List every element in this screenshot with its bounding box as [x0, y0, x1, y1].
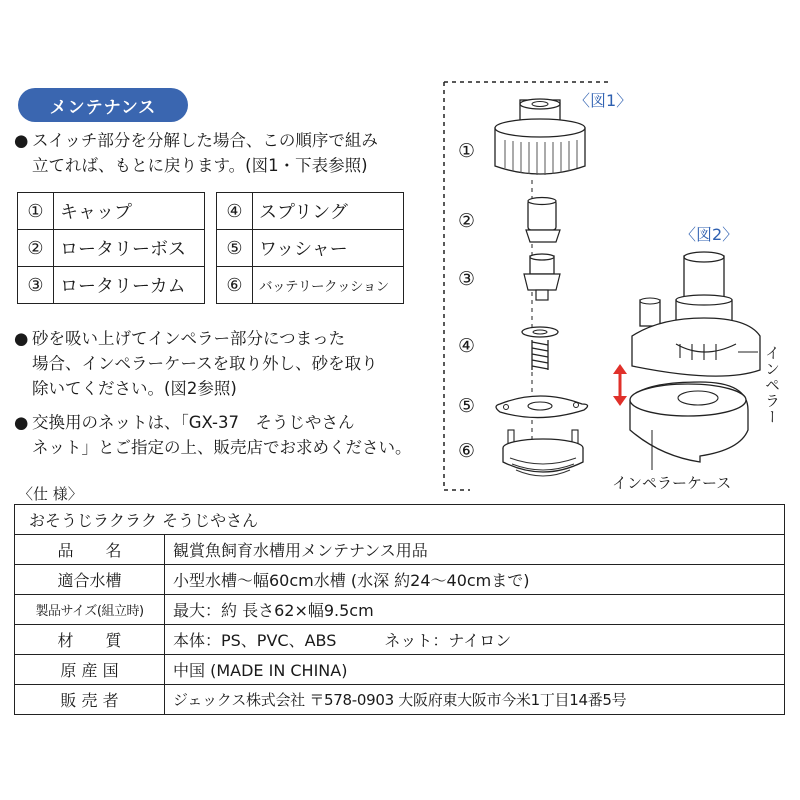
product-name: おそうじラクラク そうじやさん — [15, 505, 785, 535]
part-name: ロータリーカム — [54, 267, 205, 304]
spec-value: 本体：PS、PVC、ABS ネット：ナイロン — [165, 625, 785, 655]
spec-value: 中国 (MADE IN CHINA) — [165, 655, 785, 685]
impeller-label: インペラー — [763, 345, 781, 425]
table-row — [15, 625, 785, 655]
spec-label: 製品サイズ(組立時) — [15, 595, 165, 625]
spec-value: ジェックス株式会社 〒578-0903 大阪府東大阪市今米1丁目14番5号 — [165, 685, 785, 715]
table-row — [15, 655, 785, 685]
spec-value: 最大：約 長さ62×幅9.5cm — [165, 595, 785, 625]
impeller-icon — [632, 252, 760, 376]
part-number: ① — [18, 193, 54, 230]
impeller-case-label: インペラーケース — [612, 474, 732, 492]
para3-line1: 交換用のネットは、「GX-37 そうじやさん — [32, 413, 355, 432]
spec-title: 〈仕 様〉 — [18, 485, 83, 503]
table-row — [15, 505, 785, 535]
spec-value: 観賞魚飼育水槽用メンテナンス用品 — [165, 535, 785, 565]
part-number: ② — [18, 230, 54, 267]
part-name: ワッシャー — [253, 230, 404, 267]
part-name: ロータリーボス — [54, 230, 205, 267]
part-number: ③ — [18, 267, 54, 304]
figure2-label: 〈図2〉 — [680, 225, 739, 244]
fig1-number: ③ — [458, 268, 476, 290]
fig1-number: ⑥ — [458, 440, 476, 462]
table-row — [15, 685, 785, 715]
spec-label: 適合水槽 — [15, 565, 165, 595]
bullet-icon: ● — [14, 131, 29, 150]
table-row — [15, 535, 785, 565]
figure1-label: 〈図1〉 — [574, 91, 633, 110]
fig1-number: ① — [458, 140, 476, 162]
spec-label: 材 質 — [15, 625, 165, 655]
para2-line2: 場合、インペラーケースを取り外し、砂を取り — [32, 354, 378, 373]
impeller-case-icon — [630, 382, 748, 462]
part-name: バッテリークッション — [253, 267, 404, 304]
para1-line1: スイッチ部分を分解した場合、この順序で組み — [32, 131, 378, 150]
battery-cushion-icon — [503, 430, 583, 476]
spec-value: 小型水槽～幅60cm水槽 (水深 約24～40cmまで) — [165, 565, 785, 595]
fig1-number: ⑤ — [458, 395, 476, 417]
para2-line1: 砂を吸い上げてインペラー部分につまった — [32, 329, 346, 348]
cap-icon — [495, 99, 585, 175]
part-number: ⑤ — [217, 230, 253, 267]
part-name: キャップ — [54, 193, 205, 230]
para1-line2: 立てれば、もとに戻ります。(図1・下表参照) — [32, 156, 368, 175]
part-number: ⑥ — [217, 267, 253, 304]
double-arrow-icon — [613, 364, 627, 406]
table-row — [15, 565, 785, 595]
part-number: ④ — [217, 193, 253, 230]
spring-icon — [522, 327, 558, 370]
spec-table — [14, 504, 785, 715]
spec-label: 原 産 国 — [15, 655, 165, 685]
rotary-cam-icon — [524, 254, 560, 300]
table-row — [15, 595, 785, 625]
part-name: スプリング — [253, 193, 404, 230]
fig1-number: ② — [458, 210, 476, 232]
bullet-icon: ● — [14, 329, 29, 348]
spec-label: 販 売 者 — [15, 685, 165, 715]
spec-label: 品 名 — [15, 535, 165, 565]
bullet-icon: ● — [14, 413, 29, 432]
para3-line2: ネット」とご指定の上、販売店でお求めください。 — [32, 438, 412, 457]
fig1-number: ④ — [458, 335, 476, 357]
rotary-boss-icon — [526, 198, 560, 243]
maintenance-title: メンテナンス — [18, 88, 188, 122]
washer-icon — [496, 396, 588, 418]
para2-line3: 除いてください。(図2参照) — [32, 379, 237, 398]
